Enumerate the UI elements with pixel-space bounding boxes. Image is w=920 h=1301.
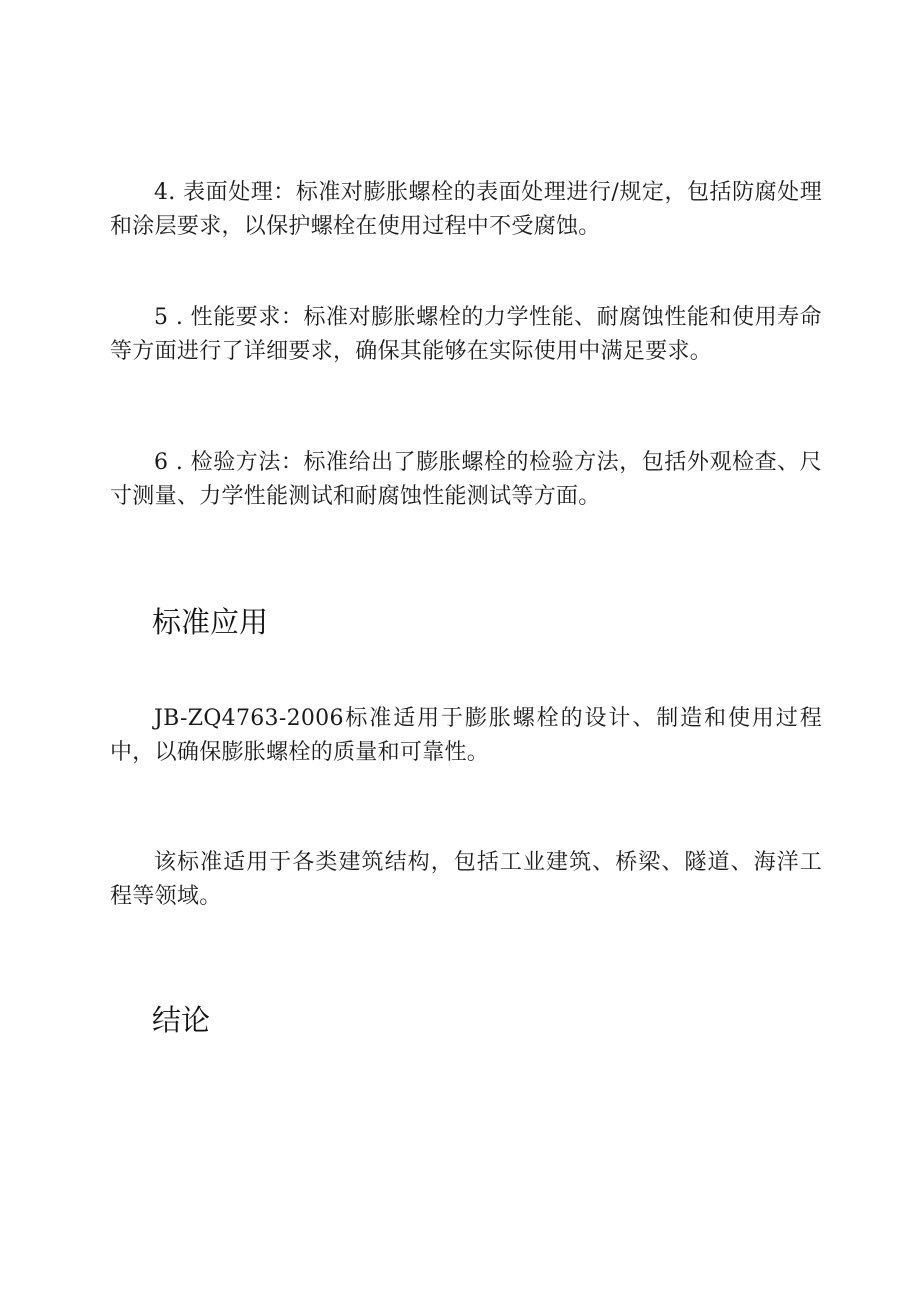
section-heading-conclusion: 结论 — [152, 1003, 211, 1037]
paragraph-performance-requirements: 5 . 性能要求：标准对膨胀螺栓的力学性能、耐腐蚀性能和使用寿命等方面进行了详细要求，确保其能够在实际使用中满足要求。 — [110, 305, 822, 364]
paragraph-surface-treatment: 4. 表面处理：标准对膨胀螺栓的表面处理进行/规定，包括防腐处理和涂层要求，以保护螺栓在使用过程中不受腐蚀。 — [110, 180, 822, 239]
paragraph-application-scope: JB-ZQ4763-2006标准适用于膨胀螺栓的设计、制造和使用过程中，以确保膨胀螺栓的质量和可靠性。 — [110, 706, 822, 765]
section-heading-application: 标准应用 — [152, 605, 269, 639]
paragraph-application-fields: 该标准适用于各类建筑结构，包括工业建筑、桥梁、隧道、海洋工程等领域。 — [110, 850, 822, 909]
paragraph-inspection-methods: 6 . 检验方法：标准给出了膨胀螺栓的检验方法，包括外观检查、尺寸测量、力学性能测试和耐腐蚀性能测试等方面。 — [110, 450, 822, 509]
